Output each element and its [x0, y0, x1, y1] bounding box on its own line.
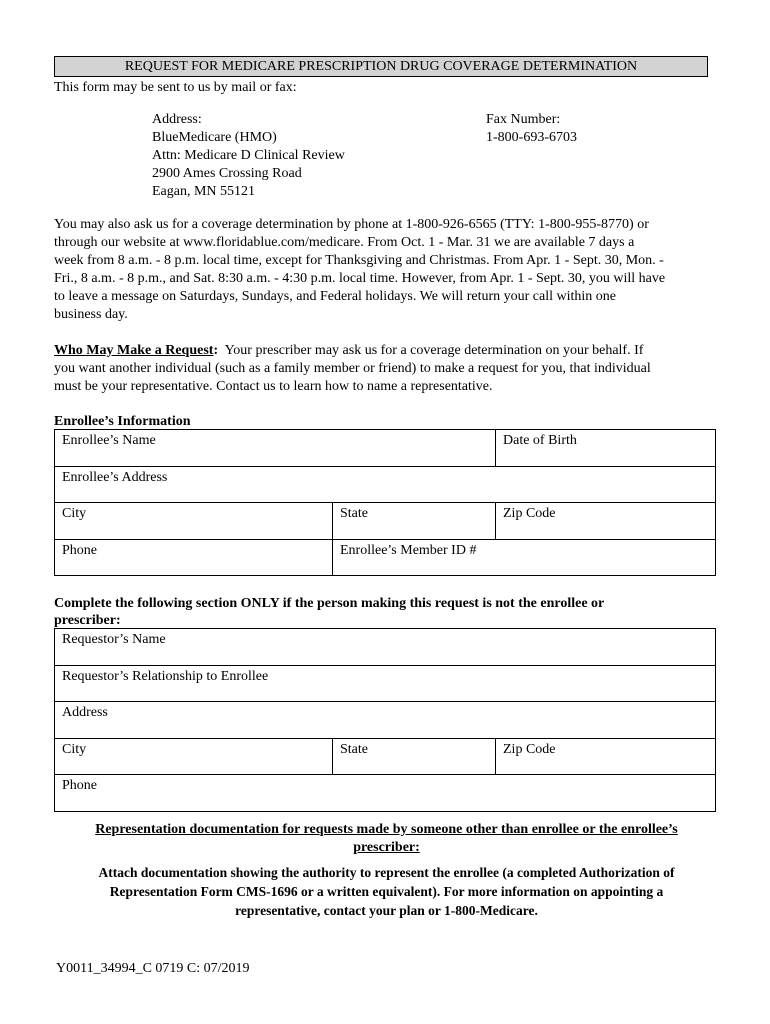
- form-code-footer: Y0011_34994_C 0719 C: 07/2019: [56, 961, 250, 976]
- enrollee-city-field[interactable]: [55, 503, 333, 540]
- field-label: City: [62, 742, 87, 757]
- enrollee-name-field[interactable]: [55, 430, 496, 467]
- heading-line: prescriber:: [54, 613, 121, 628]
- enrollee-zip-field[interactable]: [496, 503, 716, 540]
- address-label: Address:: [152, 112, 202, 127]
- field-label: Requestor’s Relationship to Enrollee: [62, 669, 269, 684]
- enrollee-info-table: [54, 429, 716, 576]
- enrollee-address-field[interactable]: [55, 467, 716, 503]
- field-label: State: [340, 506, 368, 521]
- mailing-address: [152, 111, 345, 201]
- instruction-line: Attach documentation showing the authority to represent the enrollee (a completed Authorization of: [98, 865, 675, 880]
- member-id-field[interactable]: [333, 540, 716, 576]
- heading-line: Complete the following section ONLY if the person making this request is not the enrollee or: [54, 596, 605, 611]
- requestor-state-field[interactable]: [333, 739, 496, 775]
- field-label: Zip Code: [503, 742, 556, 757]
- paragraph-line: business day.: [54, 307, 128, 322]
- fax-label: Fax Number:: [486, 112, 561, 127]
- date-of-birth-field[interactable]: [496, 430, 716, 467]
- who-may-request-paragraph: [54, 342, 719, 396]
- field-label: Phone: [62, 543, 97, 558]
- intro-text: This form may be sent to us by mail or fax:: [54, 80, 297, 95]
- fax-number: 1-800-693-6703: [486, 130, 577, 145]
- paragraph-line: Fri., 8 a.m. - 8 p.m., and Sat. 8:30 a.m. - 4:30 p.m. local time. However, from Apr. 1 - Sept. 30, you will have: [54, 271, 666, 286]
- field-label: State: [340, 742, 368, 757]
- field-label: Enrollee’s Member ID #: [340, 543, 477, 558]
- representation-heading: [54, 821, 719, 857]
- field-label: Requestor’s Name: [62, 632, 166, 647]
- paragraph-line: you want another individual (such as a family member or friend) to make a request for you, that individual: [54, 361, 651, 376]
- paragraph-line: through our website at www.floridablue.com/medicare. From Oct. 1 - Mar. 31 we are available 7 days a: [54, 235, 635, 250]
- requestor-address-field[interactable]: [55, 702, 716, 739]
- field-label: Zip Code: [503, 506, 556, 521]
- paragraph-line: week from 8 a.m. - 8 p.m. local time, except for Thanksgiving and Christmas. From Apr. 1 - Sept. 30, Mon. -: [54, 253, 664, 268]
- address-line: Eagan, MN 55121: [152, 184, 256, 199]
- instruction-line: Representation Form CMS-1696 or a written equivalent). For more information on appointing a: [109, 884, 664, 899]
- field-label: Date of Birth: [503, 433, 577, 448]
- enrollee-state-field[interactable]: [333, 503, 496, 540]
- address-line: 2900 Ames Crossing Road: [152, 166, 302, 181]
- paragraph-line: Your prescriber may ask us for a coverage determination on your behalf. If: [218, 343, 644, 358]
- field-label: Address: [62, 705, 108, 720]
- requestor-relationship-field[interactable]: [55, 666, 716, 702]
- enrollee-section-heading: Enrollee’s Information: [54, 414, 191, 429]
- field-label: Phone: [62, 778, 97, 793]
- requestor-phone-field[interactable]: [55, 775, 716, 812]
- paragraph-line: You may also ask us for a coverage determination by phone at 1-800-926-6565 (TTY: 1-800-955-8770) or: [54, 217, 649, 232]
- fax-block: [486, 111, 577, 147]
- who-may-request-heading: Who May Make a Request: [54, 343, 214, 358]
- instruction-line: representative, contact your plan or 1-800-Medicare.: [235, 903, 538, 918]
- heading-colon: :: [213, 343, 219, 358]
- heading-line: Representation documentation for requests made by someone other than enrollee or the enrollee’s: [95, 822, 678, 837]
- address-line: BlueMedicare (HMO): [152, 130, 277, 145]
- requestor-name-field[interactable]: [55, 629, 716, 666]
- requestor-city-field[interactable]: [55, 739, 333, 775]
- requestor-section-heading: [54, 595, 719, 629]
- field-label: Enrollee’s Address: [62, 470, 168, 485]
- representation-instructions: [54, 863, 719, 920]
- phone-paragraph: [54, 216, 719, 324]
- paragraph-line: must be your representative. Contact us to learn how to name a representative.: [54, 379, 493, 394]
- field-label: City: [62, 506, 87, 521]
- enrollee-phone-field[interactable]: [55, 540, 333, 576]
- form-title: REQUEST FOR MEDICARE PRESCRIPTION DRUG COVERAGE DETERMINATION: [54, 56, 708, 77]
- requestor-info-table: [54, 628, 716, 812]
- paragraph-line: to leave a message on Saturdays, Sundays, and Federal holidays. We will return your call within one: [54, 289, 616, 304]
- address-line: Attn: Medicare D Clinical Review: [152, 148, 345, 163]
- heading-line: prescriber:: [353, 840, 420, 855]
- requestor-zip-field[interactable]: [496, 739, 716, 775]
- field-label: Enrollee’s Name: [62, 433, 156, 448]
